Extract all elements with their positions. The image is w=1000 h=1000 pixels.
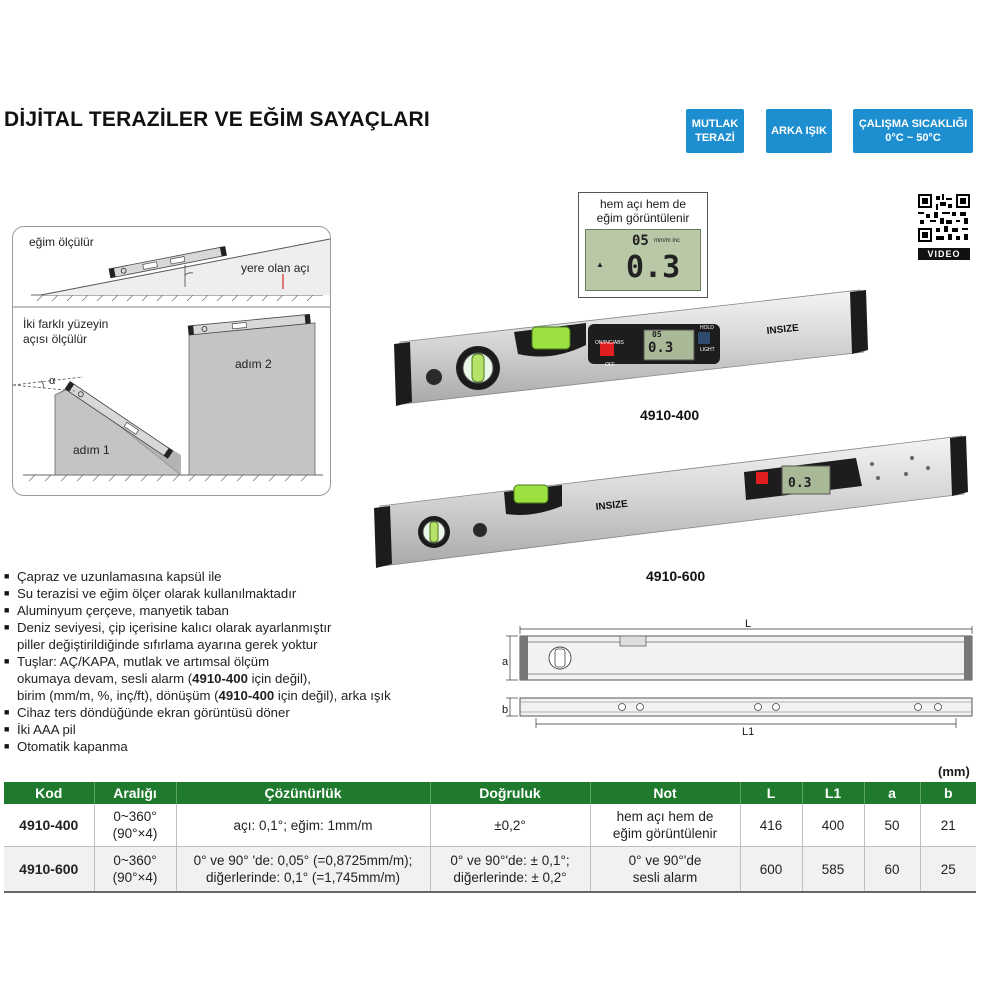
dimension-drawing [498, 612, 978, 742]
lcd-units: mm/m inc [654, 238, 680, 244]
cell-line: sesli alarm [632, 870, 698, 885]
feature-text: Otomatik kapanma [17, 739, 128, 754]
cell-kod: 4910-600 [4, 847, 94, 893]
cell-line: 0~360° [113, 809, 157, 824]
cell-L1: 585 [802, 847, 864, 893]
cell-not [590, 847, 740, 893]
cell-b: 21 [920, 804, 976, 847]
model-label-4910-600: 4910-600 [646, 568, 706, 584]
cell-b: 25 [920, 847, 976, 893]
feature-text-2: okumaya devam, sesli alarm ( [17, 671, 193, 686]
list-item [4, 568, 474, 585]
callout-line2: eğim görüntülenir [596, 211, 690, 225]
list-item [4, 653, 474, 704]
col-header-cozunurluk: Çözünürlük [176, 782, 430, 804]
list-item [4, 704, 474, 721]
list-item [4, 738, 474, 755]
cell-L: 416 [740, 804, 802, 847]
level-btn-off: OFF [605, 362, 615, 368]
list-item [4, 602, 474, 619]
list-item [4, 721, 474, 738]
diagram-label-adim1: adım 1 [73, 443, 110, 457]
feature-text: Çapraz ve uzunlamasına kapsül ile [17, 569, 222, 584]
lcd-small-value: 05 [632, 233, 649, 249]
cell-line: 0° ve 90°'de [628, 853, 702, 868]
level-btn-light: LIGHT [700, 347, 715, 353]
badge-line: ÇALIŞMA SICAKLIĞI [858, 118, 968, 130]
diagram-label-adim2: adım 2 [235, 357, 272, 371]
product-image-4910-600 [372, 428, 972, 570]
cell-araligi [94, 847, 176, 893]
badge-calisma-sicakligi [853, 109, 973, 153]
cell-line: (90°×4) [112, 870, 158, 885]
badge-line: ARKA IŞIK [771, 125, 827, 137]
model-label-4910-400: 4910-400 [640, 407, 700, 423]
lcd-big-value: 0.3 [626, 250, 681, 285]
brand-logo-400: INSIZE [766, 322, 800, 337]
brand-logo-600: INSIZE [595, 498, 629, 513]
col-header-araligi: Aralığı [94, 782, 176, 804]
product-image-4910-400 [392, 282, 870, 408]
badge-arka-isik [766, 109, 832, 153]
feature-text: ■ Deniz seviyesi, çip içerisine kalıcı olarak ayarlanmıştır [17, 620, 332, 635]
feature-text-3: birim (mm/m, %, inç/ft), dönüşüm ( [17, 688, 219, 703]
list-item [4, 585, 474, 602]
level-btn-on: ON/INC/ABS [595, 340, 624, 346]
cell-L: 600 [740, 847, 802, 893]
qr-code-icon[interactable] [918, 194, 970, 242]
dim-label-L: L [745, 618, 752, 630]
cell-cozunurluk [176, 847, 430, 893]
badge-line: 0°C ~ 50°C [885, 132, 941, 144]
feature-text-3b: için değil), arka ışık [274, 688, 391, 703]
feature-text: Aluminyum çerçeve, manyetik taban [17, 603, 229, 618]
table-header-row [4, 782, 976, 804]
unit-note: (mm) [938, 764, 970, 779]
diagram-label-egim: eğim ölçülür [29, 235, 94, 249]
cell-line: eğim görüntülenir [612, 826, 718, 841]
cell-line: 0° ve 90° 'de: 0,05° (=0,8725mm/m); [193, 853, 413, 868]
callout-line1: hem açı hem de [599, 197, 687, 211]
feature-text-2b: için değil), [247, 671, 311, 686]
table-row [4, 847, 976, 893]
col-header-L1: L1 [802, 782, 864, 804]
diagram-label-iki-farkli-1: İki farklı yüzeyin [23, 317, 109, 331]
level1-lcd-big: 0.3 [648, 340, 674, 356]
feature-text-3-group [17, 687, 474, 704]
dim-label-b: b [502, 704, 509, 716]
feature-text: Cihaz ters döndüğünde ekran görüntüsü döner [17, 705, 290, 720]
cell-a: 60 [864, 847, 920, 893]
list-item [4, 619, 474, 653]
level2-lcd-big: 0.3 [788, 476, 812, 491]
cell-a: 50 [864, 804, 920, 847]
col-header-a: a [864, 782, 920, 804]
col-header-b: b [920, 782, 976, 804]
dim-label-L1: L1 [742, 726, 755, 738]
spec-table [4, 782, 976, 893]
feature-text: İki AAA pil [17, 722, 76, 737]
feature-text-2-group [17, 670, 474, 687]
cell-line: 0~360° [113, 853, 157, 868]
badge-line: MUTLAK [691, 118, 739, 130]
feature-text: Su terazisi ve eğim ölçer olarak kullanılmaktadır [17, 586, 297, 601]
lcd-arrow-icon: ▲ [596, 260, 604, 269]
cell-dogruluk [430, 804, 590, 847]
level-btn-hold: HOLD [700, 325, 714, 331]
cell-dogruluk [430, 847, 590, 893]
cell-araligi [94, 804, 176, 847]
video-label[interactable]: VIDEO [918, 248, 970, 260]
col-header-kod: Kod [4, 782, 94, 804]
cell-line: diğerlerinde: 0,1° (=1,745mm/m) [205, 870, 401, 885]
feature-list [4, 568, 474, 755]
page-title: DİJİTAL TERAZİLER VE EĞİM SAYAÇLARI [4, 108, 430, 131]
col-header-L: L [740, 782, 802, 804]
feature-text-2-bold: 4910-400 [192, 671, 248, 686]
dim-label-a: a [502, 656, 509, 668]
cell-line: 0° ve 90°'de: ± 0,1°; [450, 853, 570, 868]
feature-text-3-bold: 4910-400 [218, 688, 275, 703]
diagram-label-yere-olan-aci: yere olan açı [241, 261, 310, 275]
feature-text-2: piller değiştirildiğinde sıfırlama ayarına gerek yoktur [17, 637, 318, 652]
cell-line: hem açı hem de [616, 809, 714, 824]
table-row [4, 804, 976, 847]
diagram-label-alpha: α [49, 375, 56, 387]
cell-line: açı: 0,1°; eğim: 1mm/m [233, 817, 373, 833]
level1-lcd-small: 05 [652, 330, 662, 339]
usage-diagram-panel [12, 226, 331, 496]
callout-text [579, 197, 707, 225]
col-header-not: Not [590, 782, 740, 804]
cell-line: (90°×4) [112, 826, 158, 841]
cell-not [590, 804, 740, 847]
feature-text: ■ Tuşlar: AÇ/KAPA, mutlak ve artımsal ölçüm [17, 654, 270, 669]
cell-line: ±0,2° [494, 817, 526, 833]
cell-cozunurluk [176, 804, 430, 847]
col-header-dogruluk: Doğruluk [430, 782, 590, 804]
diagram-label-iki-farkli-2: açısı ölçülür [23, 332, 88, 346]
badge-line: TERAZİ [695, 132, 735, 144]
cell-kod: 4910-400 [4, 804, 94, 847]
badge-mutlak-terazi [686, 109, 744, 153]
cell-line: diğerlerinde: ± 0,2° [453, 870, 567, 885]
cell-L1: 400 [802, 804, 864, 847]
